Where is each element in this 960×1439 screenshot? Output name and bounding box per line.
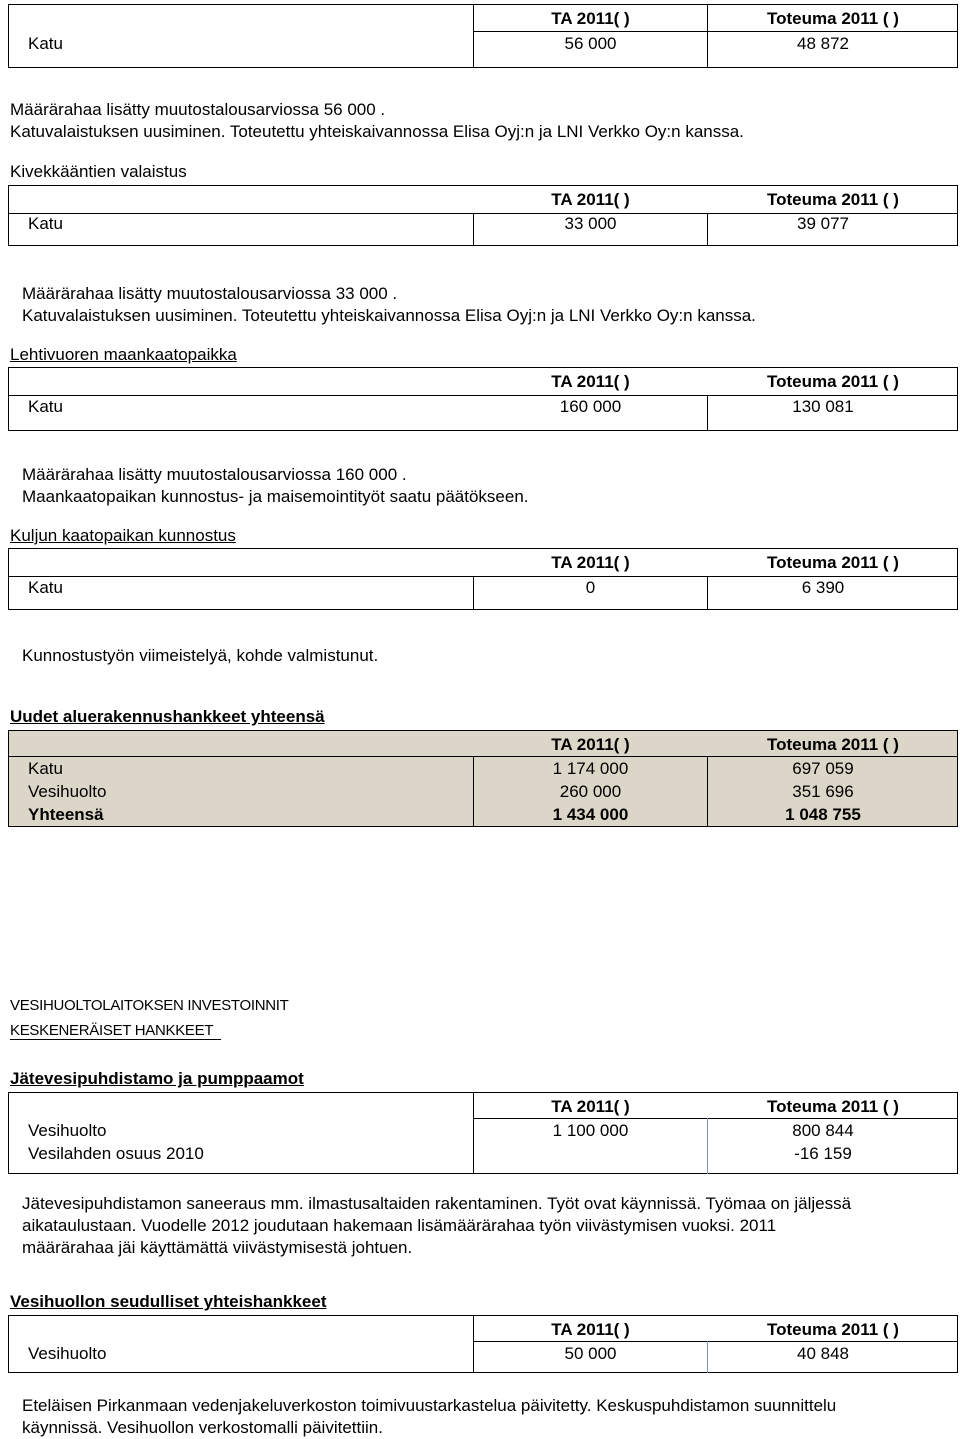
row-toteuma: 39 077 — [797, 214, 849, 233]
table-divider — [8, 576, 958, 577]
section-title: Kuljun kaatopaikan kunnostus — [10, 526, 236, 545]
note-line: Määrärahaa lisätty muutostalousarviossa 56 000 . — [10, 100, 386, 119]
row-toteuma: 6 390 — [801, 578, 845, 597]
section-title: Kivekkääntien valaistus — [10, 162, 187, 181]
total-label: Yhteensä — [28, 805, 104, 824]
header-ta: TA 2011( ) — [551, 735, 630, 754]
note-line: käynnissä. Vesihuollon verkostomalli päivitettiin. — [22, 1418, 383, 1437]
row-ta: 1 174 000 — [552, 759, 629, 778]
row-label: Vesihuolto — [28, 1121, 107, 1140]
header-ta: TA 2011( ) — [551, 1320, 630, 1339]
row-ta: 260 000 — [559, 782, 622, 801]
note-line: määrärahaa jäi käyttämättä viivästymisestä johtuen. — [22, 1238, 413, 1257]
row-ta: 56 000 — [564, 34, 617, 53]
row-label: Vesihuolto — [28, 782, 107, 801]
row-label: Vesilahden osuus 2010 — [28, 1144, 204, 1163]
row-ta: 160 000 — [559, 397, 622, 416]
table-divider — [8, 756, 958, 757]
table-divider — [473, 1341, 958, 1342]
header-toteuma: Toteuma 2011 ( ) — [767, 9, 899, 28]
header-ta: TA 2011( ) — [551, 553, 630, 572]
row-toteuma: 130 081 — [792, 397, 854, 416]
row-toteuma: -16 159 — [794, 1144, 852, 1163]
row-label: Katu — [28, 578, 63, 597]
note-line: Jätevesipuhdistamon saneeraus mm. ilmastusaltaiden rakentaminen. Työt ovat käynnissä. Työmaa on jäljessä — [22, 1194, 852, 1213]
row-ta: 0 — [585, 578, 596, 597]
header-toteuma: Toteuma 2011 ( ) — [767, 372, 899, 391]
note-line: Määrärahaa lisätty muutostalousarviossa 160 000 . — [22, 465, 407, 484]
heading-investoinnit: VESIHUOLTOLAITOKSEN INVESTOINNIT — [10, 997, 289, 1014]
header-ta: TA 2011( ) — [551, 9, 630, 28]
header-toteuma: Toteuma 2011 ( ) — [767, 553, 899, 572]
total-toteuma: 1 048 755 — [785, 805, 861, 824]
row-toteuma: 48 872 — [797, 34, 849, 53]
row-label: Katu — [28, 214, 63, 233]
row-ta: 1 100 000 — [552, 1121, 629, 1140]
note-line: Määrärahaa lisätty muutostalousarviossa 33 000 . — [22, 284, 398, 303]
header-toteuma: Toteuma 2011 ( ) — [767, 735, 899, 754]
section-title: Vesihuollon seudulliset yhteishankkeet — [10, 1292, 327, 1311]
table-divider — [8, 395, 958, 396]
section-title: Jätevesipuhdistamo ja pumppaamot — [10, 1069, 304, 1088]
row-toteuma: 40 848 — [797, 1344, 849, 1363]
note-line: Kunnostustyön viimeistelyä, kohde valmistunut. — [22, 646, 379, 665]
header-toteuma: Toteuma 2011 ( ) — [767, 1097, 899, 1116]
note-line: Maankaatopaikan kunnostus- ja maisemointityöt saatu päätökseen. — [22, 487, 529, 506]
note-line: Katuvalaistuksen uusiminen. Toteutettu yhteiskaivannossa Elisa Oyj:n ja LNI Verkko Oy:n kanssa. — [22, 306, 756, 325]
header-ta: TA 2011( ) — [551, 372, 630, 391]
heading-keskeneraiset: KESKENERÄISET HANKKEET — [10, 1022, 221, 1040]
table-divider — [473, 1118, 958, 1119]
table-divider — [473, 31, 958, 32]
row-toteuma: 800 844 — [792, 1121, 854, 1140]
row-label: Katu — [28, 34, 63, 53]
row-label: Vesihuolto — [28, 1344, 107, 1363]
row-toteuma: 697 059 — [792, 759, 854, 778]
header-toteuma: Toteuma 2011 ( ) — [767, 1320, 899, 1339]
header-toteuma: Toteuma 2011 ( ) — [767, 190, 899, 209]
header-ta: TA 2011( ) — [551, 1097, 630, 1116]
section-title: Uudet aluerakennushankkeet yhteensä — [10, 707, 325, 726]
header-ta: TA 2011( ) — [551, 190, 630, 209]
section-title: Lehtivuoren maankaatopaikka — [10, 345, 237, 364]
row-ta: 33 000 — [564, 214, 617, 233]
note-line: Eteläisen Pirkanmaan vedenjakeluverkoston toimivuustarkastelua päivitetty. Keskuspuhdistamon suunnittelu — [22, 1396, 837, 1415]
note-line: aikataulustaan. Vuodelle 2012 joudutaan hakemaan lisämäärärahaa työn viivästymisen vuoksi. 2011 — [22, 1216, 777, 1235]
row-toteuma: 351 696 — [792, 782, 854, 801]
row-label: Katu — [28, 759, 63, 778]
note-line: Katuvalaistuksen uusiminen. Toteutettu yhteiskaivannossa Elisa Oyj:n ja LNI Verkko Oy:n kanssa. — [10, 122, 744, 141]
total-ta: 1 434 000 — [552, 805, 629, 824]
row-label: Katu — [28, 397, 63, 416]
row-ta: 50 000 — [564, 1344, 617, 1363]
